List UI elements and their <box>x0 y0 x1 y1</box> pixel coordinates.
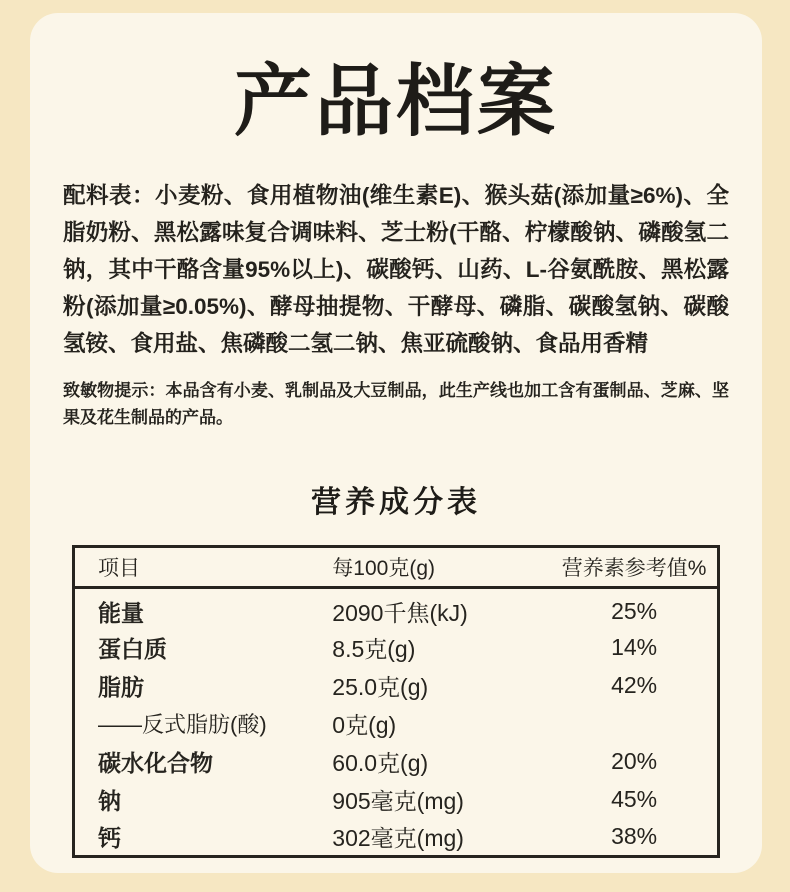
nutrient-amount: 8.5克(g) <box>332 635 416 662</box>
ingredients-paragraph <box>63 177 729 362</box>
nutrition-header-row <box>74 547 719 588</box>
header-nrv: 营养素参考值% <box>551 547 718 588</box>
nutrient-name: 钙 <box>98 824 121 851</box>
nutrient-name: 碳水化合物 <box>98 749 213 776</box>
product-info-card <box>30 13 762 873</box>
nutrient-name: 钠 <box>98 787 121 814</box>
allergen-notice <box>63 377 729 431</box>
nutrient-amount: 2090千焦(kJ) <box>332 600 468 627</box>
header-item: 项目 <box>74 547 333 588</box>
header-per100g: 每100克(g) <box>332 547 551 588</box>
table-row <box>74 780 719 818</box>
nutrient-amount: 25.0克(g) <box>332 673 429 700</box>
page-title: 产品档案 <box>233 57 558 145</box>
ingredients-text: 小麦粉、食用植物油(维生素E)、猴头菇(添加量≥6%)、全脂奶粉、黑松露味复合调味料、芝士粉(干酪、柠檬酸钠、磷酸氢二钠，其中干酪含量95%以上)、碳酸钙、山药、L-谷氨酰胺、黑松露粉(添加量≥0.05%)、酵母抽提物、干酵母、磷脂、碳酸氢钠、碳酸氢铵、食用盐、焦磷酸二氢二钠、焦亚硫酸钠、食品用香精 <box>63 183 729 357</box>
nutrient-nrv <box>551 704 718 742</box>
ingredients-label: 配料表： <box>63 183 155 209</box>
table-row <box>74 742 719 780</box>
nutrient-nrv: 42% <box>611 671 658 698</box>
nutrient-name: 脂肪 <box>98 673 144 700</box>
allergen-label: 致敏物提示： <box>63 381 166 401</box>
allergen-text: 本品含有小麦、乳制品及大豆制品，此生产线也加工含有蛋制品、芝麻、坚果及花生制品的产品。 <box>63 381 730 428</box>
nutrient-amount: 302毫克(mg) <box>332 824 464 851</box>
nutrient-nrv: 45% <box>611 785 658 812</box>
nutrient-name: 能量 <box>98 600 144 627</box>
nutrition-table <box>72 545 720 858</box>
nutrient-name: 蛋白质 <box>98 635 167 662</box>
nutrient-amount: 905毫克(mg) <box>332 787 464 814</box>
nutrient-name: ——反式脂肪(酸) <box>98 711 267 737</box>
nutrient-nrv: 20% <box>611 747 658 774</box>
table-row <box>74 666 719 704</box>
table-row <box>74 628 719 666</box>
nutrient-amount: 0克(g) <box>332 711 397 738</box>
table-row <box>74 818 719 856</box>
table-row <box>74 588 719 629</box>
nutrient-amount: 60.0克(g) <box>332 749 429 776</box>
nutrition-table-title: 营养成分表 <box>311 486 481 520</box>
nutrient-nrv: 38% <box>611 822 658 849</box>
nutrient-nrv: 25% <box>611 598 658 625</box>
nutrient-nrv: 14% <box>611 633 658 660</box>
table-row-trans-fat <box>74 704 719 742</box>
